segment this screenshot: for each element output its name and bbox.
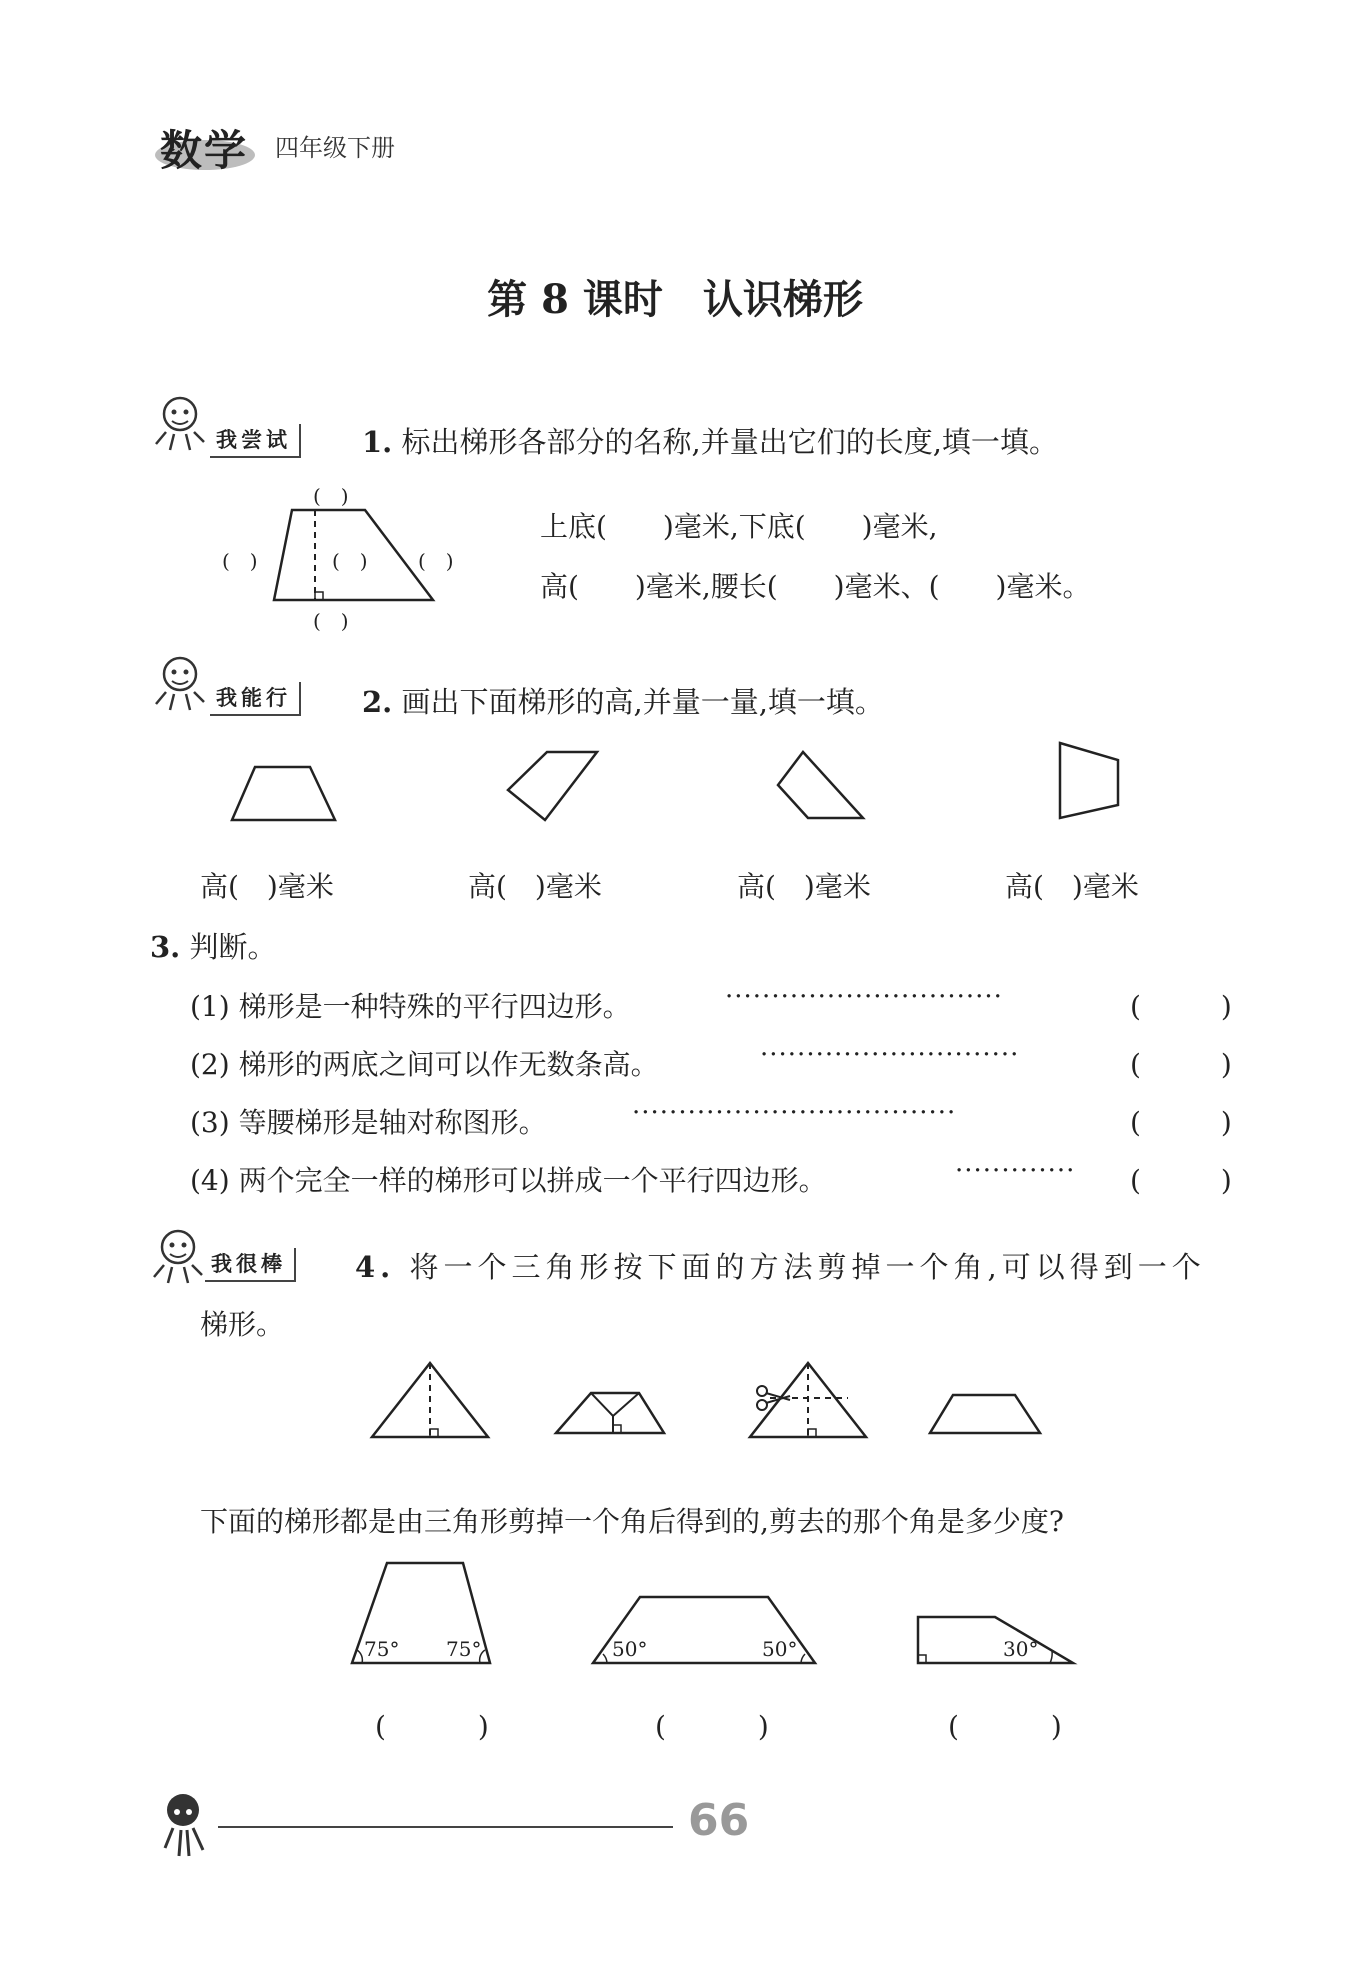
- section-badge-try: 我尝试: [210, 424, 301, 458]
- q4-answer-1: ( ): [375, 1710, 501, 1743]
- q3-item-1-blank: ( ): [1130, 990, 1240, 1023]
- q2-answer-4: 高( )毫米: [1005, 870, 1139, 903]
- q4-answer-2: ( ): [655, 1710, 781, 1743]
- angle-label: 30°: [1003, 1637, 1039, 1661]
- q3-item-2-blank: ( ): [1130, 1048, 1240, 1081]
- q1-label-left: ( ): [222, 549, 258, 573]
- section-badge-can: 我能行: [210, 682, 301, 716]
- q4-prompt: 4. 将一个三角形按下面的方法剪掉一个角,可以得到一个: [355, 1250, 1206, 1284]
- q4-prompt-cont: 梯形。: [200, 1308, 285, 1341]
- q1-answer-line2: 高( )毫米,腰长( )毫米、( )毫米。: [540, 570, 1091, 603]
- page-title: 第 8 课时 认识梯形: [487, 276, 863, 323]
- q3-item-3-dots: ···································: [632, 1098, 957, 1128]
- q1-prompt: 1. 标出梯形各部分的名称,并量出它们的长度,填一填。: [362, 425, 1058, 459]
- q1-answer-line1: 上底( )毫米,下底( )毫米,: [540, 510, 938, 543]
- angle-label: 75°: [364, 1637, 400, 1661]
- angle-label: 50°: [762, 1637, 798, 1661]
- q1-label-height: ( ): [332, 549, 368, 573]
- q4-question: 下面的梯形都是由三角形剪掉一个角后得到的,剪去的那个角是多少度?: [200, 1505, 1064, 1538]
- q2-answer-1: 高( )毫米: [200, 870, 334, 903]
- q2-prompt: 2. 画出下面梯形的高,并量一量,填一填。: [362, 685, 884, 719]
- q3-item-2-label: (2) 梯形的两底之间可以作无数条高。: [190, 1048, 659, 1081]
- q3-item-1-dots: ······························: [725, 982, 1003, 1012]
- q3-item-4-blank: ( ): [1130, 1164, 1240, 1197]
- q1-label-top: ( ): [313, 484, 349, 508]
- header-subject: 数学: [160, 126, 249, 175]
- q1-label-right: ( ): [418, 549, 454, 573]
- q3-item-3-blank: ( ): [1130, 1106, 1240, 1139]
- q3-item-4-label: (4) 两个完全一样的梯形可以拼成一个平行四边形。: [190, 1164, 827, 1197]
- q2-answer-3: 高( )毫米: [737, 870, 871, 903]
- angle-label: 75°: [446, 1637, 482, 1661]
- q3-item-4-dots: ·············: [955, 1156, 1076, 1186]
- angle-label: 50°: [612, 1637, 648, 1661]
- q4-answer-3: ( ): [948, 1710, 1074, 1743]
- q3-item-2-dots: ····························: [760, 1040, 1020, 1070]
- page-number: 66: [688, 1795, 750, 1846]
- section-badge-great: 我很棒: [205, 1248, 296, 1282]
- q3-item-1-label: (1) 梯形是一种特殊的平行四边形。: [190, 990, 631, 1023]
- q2-answer-2: 高( )毫米: [468, 870, 602, 903]
- q3-prompt: 3. 判断。: [150, 930, 277, 964]
- q3-item-3-label: (3) 等腰梯形是轴对称图形。: [190, 1106, 547, 1139]
- q1-label-bottom: ( ): [313, 609, 349, 633]
- header-grade: 四年级下册: [275, 134, 395, 162]
